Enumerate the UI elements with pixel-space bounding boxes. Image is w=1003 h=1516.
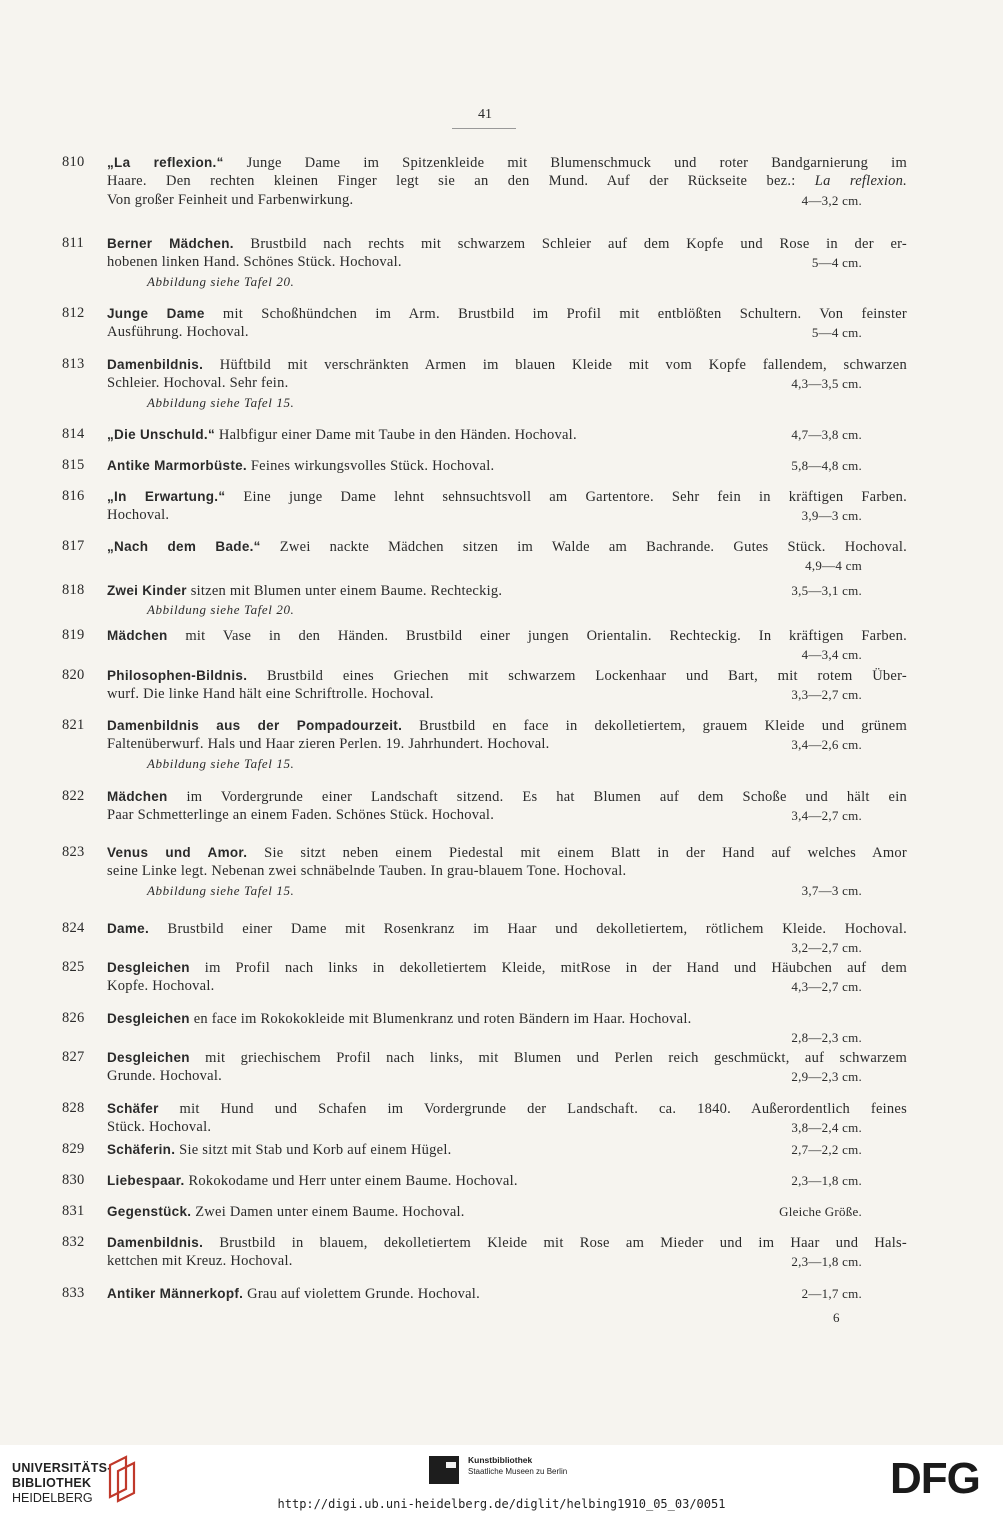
university-line-1: UNIVERSITÄTS- xyxy=(12,1461,112,1475)
entry-title: Schäfer xyxy=(107,1101,159,1116)
entry-description: Von großer Feinheit und Farbenwirkung. xyxy=(107,192,354,208)
plate-reference: Abbildung siehe Tafel 20. xyxy=(147,274,295,289)
entry-text xyxy=(107,374,288,393)
entry-title: Desgleichen xyxy=(107,1050,190,1065)
entry-number: 832 xyxy=(62,1234,85,1250)
entry-text xyxy=(107,958,907,977)
entry-text xyxy=(107,666,907,685)
entry-line xyxy=(62,234,912,253)
entry-text xyxy=(107,735,550,754)
entry-title: Desgleichen xyxy=(107,1011,190,1026)
entry-description: Ausführung. Hochoval. xyxy=(107,324,249,340)
museen-label: Staatliche Museen zu Berlin xyxy=(468,1467,568,1476)
entry-title: Schäferin. xyxy=(107,1142,176,1157)
entry-dimensions: 4,7—3,8 cm. xyxy=(791,427,862,442)
entry-number: 820 xyxy=(62,667,85,683)
entry-dimensions: 2,3—1,8 cm. xyxy=(791,1173,862,1188)
entry-text xyxy=(107,487,907,506)
entry-dimensions: 3,2—2,7 cm. xyxy=(791,940,862,955)
entry-text xyxy=(107,977,214,996)
entry-description: mit Hund und Schafen im Vordergrunde der Landschaft. ca. 1840. Außerordentlich feines xyxy=(158,1101,907,1117)
entry-description: Rokokodame und Herr unter einem Baume. Hochoval. xyxy=(184,1173,518,1189)
entry-number: 810 xyxy=(62,154,85,170)
signature-mark: 6 xyxy=(833,1310,840,1325)
entry-text xyxy=(107,919,907,938)
entry-dimensions: 3,7—3 cm. xyxy=(801,883,862,898)
entry-number: 831 xyxy=(62,1203,85,1219)
university-line-3: HEIDELBERG xyxy=(12,1491,93,1505)
entry-line xyxy=(62,172,912,191)
plate-reference: Abbildung siehe Tafel 15. xyxy=(147,395,295,410)
entry-dimensions: 3,8—2,4 cm. xyxy=(791,1120,862,1135)
entry-line xyxy=(62,843,912,862)
entry-text xyxy=(107,1284,480,1304)
entry-dimensions: 4,3—3,5 cm. xyxy=(791,376,862,391)
entry-text xyxy=(107,1202,465,1222)
entry-title: „In Erwartung.“ xyxy=(107,489,226,504)
entry-line xyxy=(62,1009,912,1028)
catalog-entry xyxy=(62,716,912,773)
entry-description: Haare. Den rechten kleinen Finger legt sie an den Mund. Auf der Rückseite bez.: xyxy=(107,173,815,189)
entry-line xyxy=(62,645,912,664)
entry-text xyxy=(107,1067,222,1086)
catalog-entry xyxy=(62,1140,912,1159)
entry-title: Mädchen xyxy=(107,628,168,643)
entry-line xyxy=(62,537,912,556)
entry-dimensions: Gleiche Größe. xyxy=(779,1204,862,1219)
entry-inscription: La reflexion. xyxy=(814,173,907,189)
entry-title: Gegenstück. xyxy=(107,1204,192,1219)
entry-dimensions: 2,3—1,8 cm. xyxy=(791,1254,862,1269)
dfg-logo[interactable]: DFG xyxy=(890,1454,980,1503)
entry-line xyxy=(62,626,912,645)
entry-number: 817 xyxy=(62,538,85,554)
entry-description: Eine junge Dame lehnt sehnsuchtsvoll am Gartentore. Sehr fein in kräftigen Farben. xyxy=(225,489,907,505)
entry-number: 823 xyxy=(62,844,85,860)
entry-title: Junge Dame xyxy=(107,306,205,321)
entry-number: 822 xyxy=(62,788,85,804)
entry-dimensions: 3,5—3,1 cm. xyxy=(791,583,862,598)
entry-text xyxy=(107,862,626,881)
entry-description: Halbfigur einer Dame mit Taube in den Händen. Hochoval. xyxy=(215,427,577,443)
entry-line xyxy=(62,919,912,938)
page-number: 41 xyxy=(478,107,492,122)
entry-line xyxy=(62,1067,912,1086)
entry-line xyxy=(62,556,912,575)
plate-reference: Abbildung siehe Tafel 20. xyxy=(147,602,295,617)
entry-number: 814 xyxy=(62,426,85,442)
entry-description: Hüftbild mit verschränkten Armen im blauen Kleide mit vom Kopfe fallendem, schwarzen xyxy=(203,357,907,373)
entry-number: 818 xyxy=(62,582,85,598)
entry-text xyxy=(107,716,907,735)
entry-text xyxy=(107,626,907,645)
catalog-entry xyxy=(62,456,912,475)
entry-title: Antiker Männerkopf. xyxy=(107,1286,244,1301)
entry-title: Damenbildnis. xyxy=(107,357,204,372)
entry-description: Brustbild en face in dekolletiertem, grauem Kleide und grünem xyxy=(402,718,907,734)
entry-text xyxy=(107,581,502,601)
entry-number: 825 xyxy=(62,959,85,975)
entry-text xyxy=(107,234,907,253)
entry-text xyxy=(107,1118,211,1137)
entry-number: 824 xyxy=(62,920,85,936)
entry-description: sitzen mit Blumen unter einem Baume. Rechteckig. xyxy=(186,583,503,599)
entry-description: Schleier. Hochoval. Sehr fein. xyxy=(107,375,289,391)
catalog-entry xyxy=(62,843,912,900)
plate-reference: Abbildung siehe Tafel 15. xyxy=(147,883,295,898)
entry-text xyxy=(107,1048,907,1067)
entry-line xyxy=(62,685,912,704)
entry-line xyxy=(62,1233,912,1252)
entry-dimensions: 2,9—2,3 cm. xyxy=(791,1069,862,1084)
entry-description: hobenen linken Hand. Schönes Stück. Hochoval. xyxy=(107,254,402,270)
entry-text xyxy=(107,843,907,862)
entry-text xyxy=(107,685,434,704)
university-line-2: BIBLIOTHEK xyxy=(12,1476,92,1490)
entry-line xyxy=(62,1284,912,1303)
entry-line xyxy=(62,355,912,374)
entry-line xyxy=(62,1202,912,1221)
entry-title: Desgleichen xyxy=(107,960,190,975)
entry-line xyxy=(62,1118,912,1137)
entry-text xyxy=(107,304,907,323)
entry-line xyxy=(62,581,912,600)
entry-line xyxy=(62,862,912,881)
entry-description: Grunde. Hochoval. xyxy=(107,1068,222,1084)
catalog-entry xyxy=(62,1171,912,1190)
entry-title: Damenbildnis. xyxy=(107,1235,204,1250)
catalog-entry xyxy=(62,425,912,444)
catalog-entry xyxy=(62,1048,912,1086)
entry-line xyxy=(62,1171,912,1190)
entry-text xyxy=(107,456,494,476)
entry-dimensions: 3,4—2,7 cm. xyxy=(791,808,862,823)
kunstbibliothek-icon[interactable] xyxy=(428,1455,460,1485)
entry-text xyxy=(107,191,353,210)
entry-line xyxy=(62,1099,912,1118)
entry-dimensions: 3,3—2,7 cm. xyxy=(791,687,862,702)
library-emblem-icon xyxy=(104,1453,140,1503)
entry-description: mit griechischem Profil nach links, mit Blumen und Perlen reich geschmückt, auf schwarzem xyxy=(189,1050,907,1066)
entry-line xyxy=(62,1140,912,1159)
entry-description: Zwei nackte Mädchen sitzen im Walde am Bachrande. Gutes Stück. Hochoval. xyxy=(260,539,907,555)
entry-text xyxy=(107,537,907,556)
entry-dimensions: 4—3,4 cm. xyxy=(801,647,862,662)
entry-line xyxy=(62,806,912,825)
entry-title: Damenbildnis aus der Pompadourzeit. xyxy=(107,718,403,733)
entry-number: 816 xyxy=(62,488,85,504)
entry-text xyxy=(107,323,249,342)
entry-description: im Profil nach links in dekolletiertem Kleide, mitRose in der Hand und Häubchen auf dem xyxy=(189,960,907,976)
entry-text xyxy=(107,1233,907,1252)
entry-description: Brustbild in blauem, dekolletiertem Kleide mit Rose am Mieder und im Haar und Hals- xyxy=(203,1235,907,1251)
entry-title: Berner Mädchen. xyxy=(107,236,234,251)
plate-reference: Abbildung siehe Tafel 15. xyxy=(147,756,295,771)
catalog-entry xyxy=(62,537,912,575)
entry-description: Zwei Damen unter einem Baume. Hochoval. xyxy=(191,1204,465,1220)
entry-text xyxy=(107,1009,692,1029)
kunstbibliothek-text xyxy=(468,1455,567,1477)
entry-line xyxy=(62,1252,912,1271)
entry-title: Venus und Amor. xyxy=(107,845,248,860)
entry-dimensions: 5—4 cm. xyxy=(811,325,862,340)
catalog-entry xyxy=(62,626,912,664)
entry-description: Grau auf violettem Grunde. Hochoval. xyxy=(243,1286,480,1302)
entry-line xyxy=(62,716,912,735)
entry-text xyxy=(107,1099,907,1118)
entry-description: Stück. Hochoval. xyxy=(107,1119,212,1135)
entry-number: 833 xyxy=(62,1285,85,1301)
entry-line xyxy=(62,938,912,957)
entry-number: 826 xyxy=(62,1010,85,1026)
entry-description: kettchen mit Kreuz. Hochoval. xyxy=(107,1253,293,1269)
entry-line xyxy=(62,487,912,506)
entry-number: 811 xyxy=(62,235,84,251)
catalog-entry xyxy=(62,1202,912,1221)
catalog-entry xyxy=(62,581,912,619)
entry-number: 830 xyxy=(62,1172,85,1188)
entry-title: „Nach dem Bade.“ xyxy=(107,539,261,554)
entry-description: mit Schoßhündchen im Arm. Brustbild im Profil mit entblößten Schultern. Von feinster xyxy=(204,306,907,322)
entry-line xyxy=(62,958,912,977)
entry-number: 828 xyxy=(62,1100,85,1116)
kunstbibliothek-label: Kunstbibliothek xyxy=(468,1455,533,1465)
entry-text xyxy=(107,253,402,272)
entry-line xyxy=(62,506,912,525)
entry-description: seine Linke legt. Nebenan zwei schnäbelnde Tauben. In grau-blauem Tone. Hochoval. xyxy=(107,863,627,879)
entry-title: „La reflexion.“ xyxy=(107,155,224,170)
entry-number: 819 xyxy=(62,627,85,643)
entry-line xyxy=(62,456,912,475)
entry-line xyxy=(62,323,912,342)
entry-description: Brustbild einer Dame mit Rosenkranz im Haar und dekolletiertem, rötlichem Kleide. Hochoval. xyxy=(149,921,907,937)
entry-description: Feines wirkungsvolles Stück. Hochoval. xyxy=(246,458,495,474)
footer xyxy=(0,1445,1003,1516)
entry-description: Junge Dame im Spitzenkleide mit Blumenschmuck und roter Bandgarnierung im xyxy=(223,155,907,171)
entry-description: mit Vase in den Händen. Brustbild einer jungen Orientalin. Rechteckig. In kräftigen Farben. xyxy=(167,628,907,644)
entry-description: Brustbild eines Griechen mit schwarzem Lockenhaar und Bart, mit rotem Über- xyxy=(247,668,907,684)
entry-dimensions: 4—3,2 cm. xyxy=(801,193,862,208)
entry-line xyxy=(62,881,912,900)
entry-line xyxy=(62,787,912,806)
entry-line xyxy=(62,735,912,754)
entry-line xyxy=(62,153,912,172)
entry-title: „Die Unschuld.“ xyxy=(107,427,216,442)
entry-description: Sie sitzt neben einem Piedestal mit einem Blatt in der Hand auf welches Amor xyxy=(247,845,907,861)
entry-line xyxy=(62,425,912,444)
entry-number: 812 xyxy=(62,305,85,321)
entry-text xyxy=(107,153,907,172)
entry-dimensions: 4,3—2,7 cm. xyxy=(791,979,862,994)
entry-description: im Vordergrunde einer Landschaft sitzend. Es hat Blumen auf dem Schoße und hält ein xyxy=(167,789,907,805)
entry-dimensions: 5,8—4,8 cm. xyxy=(791,458,862,473)
entry-text xyxy=(107,355,907,374)
entry-line xyxy=(62,304,912,323)
catalog-entry xyxy=(62,355,912,412)
entry-line xyxy=(62,600,912,619)
entry-number: 829 xyxy=(62,1141,85,1157)
entry-description: Kopfe. Hochoval. xyxy=(107,978,215,994)
catalog-entry xyxy=(62,1099,912,1137)
entry-line xyxy=(62,374,912,393)
entry-text xyxy=(107,787,907,806)
entry-text xyxy=(107,506,169,525)
entry-description: en face im Rokokokleide mit Blumenkranz und roten Bändern im Haar. Hochoval. xyxy=(189,1011,692,1027)
entry-title: Zwei Kinder xyxy=(107,583,187,598)
entry-description: wurf. Die linke Hand hält eine Schriftrolle. Hochoval. xyxy=(107,686,434,702)
permalink-url[interactable]: http://digi.ub.uni-heidelberg.de/diglit/helbing1910_05_03/0051 xyxy=(277,1497,726,1511)
catalog-entry xyxy=(62,304,912,342)
entry-description: Hochoval. xyxy=(107,507,170,523)
entry-description: Sie sitzt mit Stab und Korb auf einem Hügel. xyxy=(175,1142,452,1158)
entry-line xyxy=(62,272,912,291)
entry-text xyxy=(107,425,577,445)
entry-text xyxy=(107,1252,293,1271)
entry-dimensions: 2—1,7 cm. xyxy=(801,1286,862,1301)
entry-line xyxy=(62,1028,912,1047)
catalog-entry xyxy=(62,1233,912,1271)
entry-line xyxy=(62,666,912,685)
entry-line xyxy=(62,393,912,412)
catalog-entry xyxy=(62,487,912,525)
catalog-entry xyxy=(62,787,912,825)
entry-title: Antike Marmorbüste. xyxy=(107,458,247,473)
entry-title: Dame. xyxy=(107,921,150,936)
entry-dimensions: 3,4—2,6 cm. xyxy=(791,737,862,752)
entry-number: 813 xyxy=(62,356,85,372)
entry-dimensions: 2,8—2,3 cm. xyxy=(791,1030,862,1045)
entry-description: Faltenüberwurf. Hals und Haar zieren Perlen. 19. Jahrhundert. Hochoval. xyxy=(107,736,550,752)
entry-title: Mädchen xyxy=(107,789,168,804)
catalog-entry xyxy=(62,234,912,291)
catalog-entry xyxy=(62,1009,912,1047)
entry-dimensions: 5—4 cm. xyxy=(811,255,862,270)
entry-text xyxy=(107,1171,518,1191)
catalog-entry xyxy=(62,666,912,704)
entry-line xyxy=(62,977,912,996)
catalog-entry xyxy=(62,958,912,996)
entry-text xyxy=(107,172,907,191)
entry-title: Liebespaar. xyxy=(107,1173,185,1188)
entry-description: Paar Schmetterlinge an einem Faden. Schönes Stück. Hochoval. xyxy=(107,807,495,823)
page-rule xyxy=(452,128,516,129)
entry-line xyxy=(62,191,912,210)
entry-number: 815 xyxy=(62,457,85,473)
catalog-entry xyxy=(62,1284,912,1303)
entry-dimensions: 4,9—4 cm xyxy=(805,558,862,573)
entry-dimensions: 2,7—2,2 cm. xyxy=(791,1142,862,1157)
entry-line xyxy=(62,1048,912,1067)
entry-number: 821 xyxy=(62,717,85,733)
entry-text xyxy=(107,806,494,825)
catalog-entry xyxy=(62,919,912,957)
entry-number: 827 xyxy=(62,1049,85,1065)
catalog-entry xyxy=(62,153,912,210)
entry-line xyxy=(62,253,912,272)
entry-dimensions: 3,9—3 cm. xyxy=(801,508,862,523)
entry-line xyxy=(62,754,912,773)
entry-text xyxy=(107,1140,452,1160)
entry-description: Brustbild nach rechts mit schwarzem Schleier auf dem Kopfe und Rose in der er- xyxy=(233,236,907,252)
entry-title: Philosophen-Bildnis. xyxy=(107,668,248,683)
